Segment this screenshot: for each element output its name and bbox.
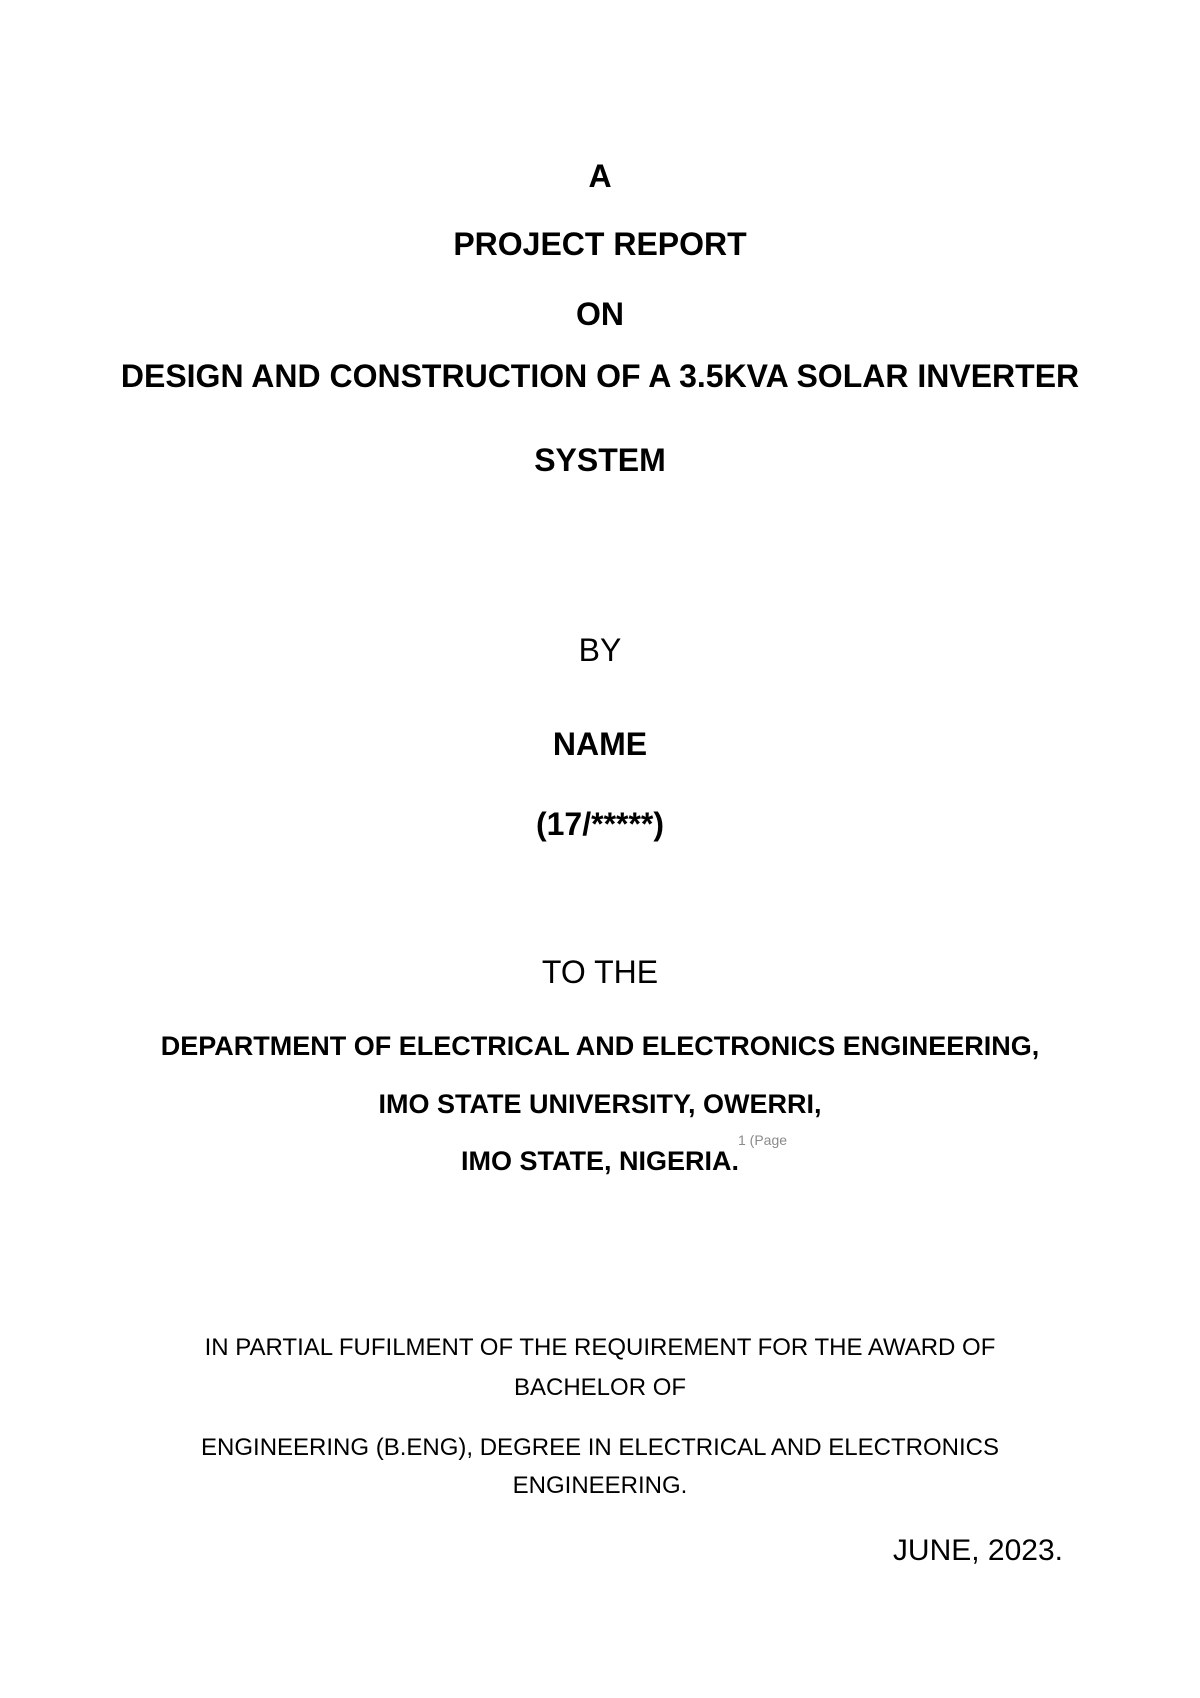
heading-project-report: PROJECT REPORT [453,226,747,262]
project-title-line-1: DESIGN AND CONSTRUCTION OF A 3.5KVA SOLAR INVERTER [120,358,1080,394]
purpose-line-2: BACHELOR OF [513,1374,687,1401]
university-name: IMO STATE UNIVERSITY, OWERRI, [378,1089,822,1119]
purpose-line-4: ENGINEERING. [512,1472,688,1499]
registration-number: (17/*****) [535,806,665,842]
department-name: DEPARTMENT OF ELECTRICAL AND ELECTRONICS ENGINEERING, [160,1031,1040,1061]
heading-on: ON [576,296,624,332]
to-the-label: TO THE [541,954,659,990]
purpose-line-1: IN PARTIAL FUFILMENT OF THE REQUIREMENT FOR THE AWARD OF [204,1334,996,1361]
university-location: IMO STATE, NIGERIA. [460,1146,739,1176]
submission-date: JUNE, 2023. [892,1534,1063,1567]
purpose-line-3: ENGINEERING (B.ENG), DEGREE IN ELECTRICAL AND ELECTRONICS [201,1434,999,1461]
by-label: BY [578,632,622,668]
heading-a: A [588,158,612,194]
author-name: NAME [552,726,648,762]
project-title-line-2: SYSTEM [534,442,666,478]
page-marker: 1 (Page [738,1132,788,1148]
